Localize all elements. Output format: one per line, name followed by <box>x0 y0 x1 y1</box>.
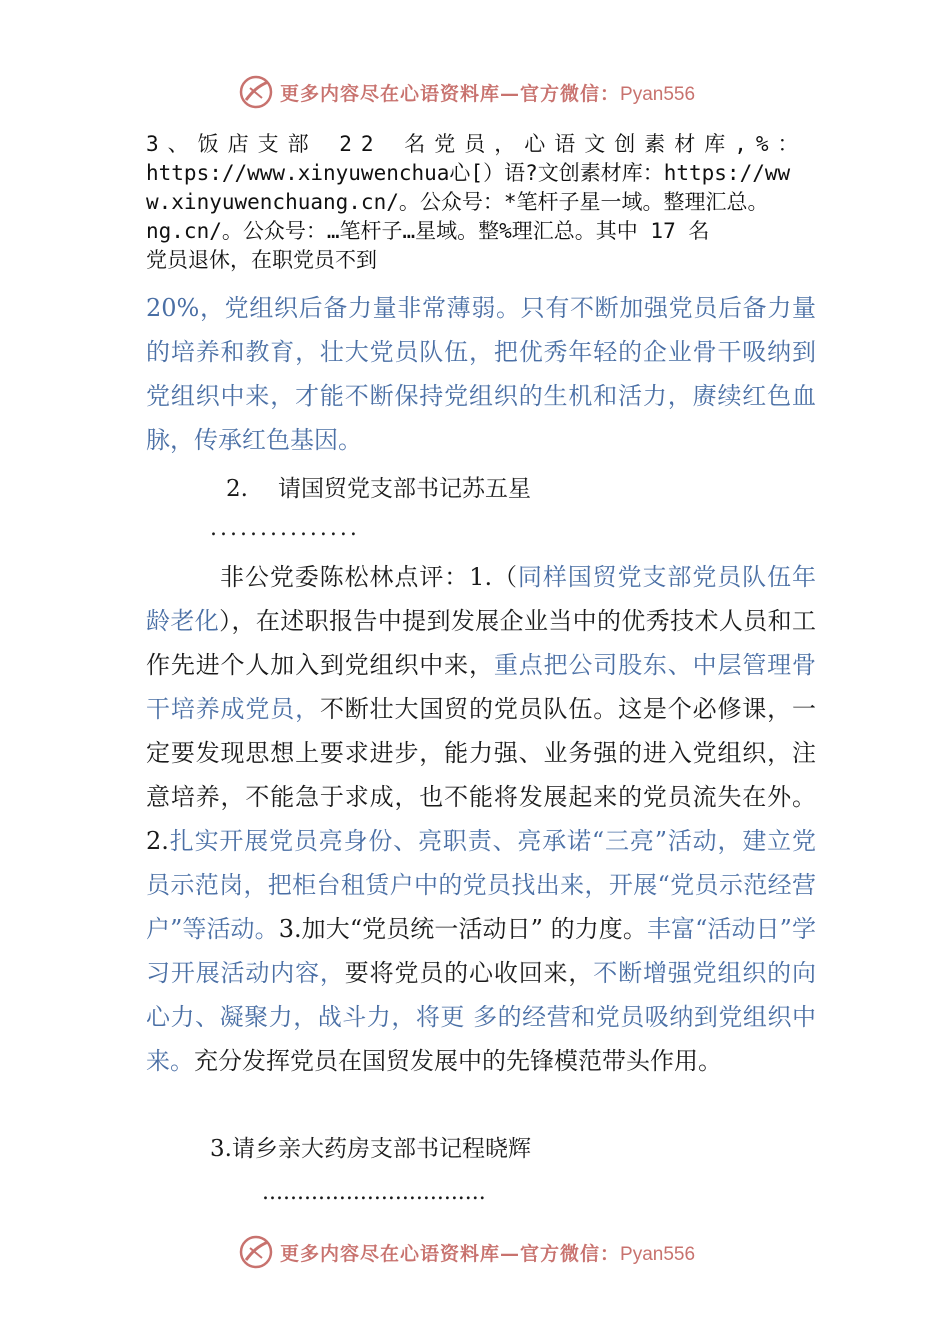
paragraph-text: 20%，党组织后备力量非常薄弱。只有不断加强党员后备力量的培养和教育，壮大党员队伍，把优秀年轻的企业骨干吸纳到党组织中来，才能不断保持党组织的生机和活力，赓续红色血脉，传承红色基因。 <box>146 294 816 454</box>
banner-text: 更多内容尽在心语资料库—官方微信：Pyan556 <box>280 82 696 105</box>
item-number: 2. <box>226 476 248 502</box>
brand-logo-icon <box>238 1234 274 1270</box>
text-line: w.xinyuwenchuang.cn/。公众号：*笔杆子星一域。整理汇总。 <box>146 190 769 214</box>
comment-text: 非公党委陈松林点评：1.（同样国贸党支部党员队伍年龄老化），在述职报告中提到发展企业当中的优秀技术人员和工作先进个人加入到党组织中来，重点把公司股东、中层管理骨干培养成党员，不断壮大国贸的党员队伍。这是个必修课，一定要发现思想上要求进步，能力强、业务强的进入党组织，注意培养，不能急于求成，也不能将发展起来的党员流失在外。2.扎实开展党员亮身份、亮职责、亮承诺“三亮”活动，建立党员示范岗，把柜台租赁户中的党员找出来，开展“党员示范经营户”等活动。3.加大“党员统一活动日” 的力度。丰富“活动日”学习开展活动内容，要将党员的心收回来，不断增强党组织的向心力、凝聚力，战斗力，将更 多的经营和党员吸纳到党组织中来。充分发挥党员在国贸发展中的先锋模范带头作用。 <box>146 563 817 1075</box>
ellipsis-dots: ............... <box>210 516 360 541</box>
brand-logo-icon <box>238 74 274 110</box>
item-3-heading: 3.请乡亲大药房支部书记程晓辉 <box>210 1136 531 1162</box>
footer-banner <box>238 1232 695 1272</box>
text-line: 党员退休，在职党员不到 <box>146 248 377 272</box>
item-2-heading <box>226 470 531 503</box>
paragraph-reserve-strength <box>146 286 816 462</box>
text-line: 3、饭店支部 22 名党员，心语文创素材库,%： <box>146 132 808 156</box>
text-line: ng.cn/。公众号：…笔杆子…星域。整%理汇总。其中 17 名 <box>146 219 710 243</box>
header-banner <box>238 72 695 112</box>
garbled-text-block <box>146 130 846 275</box>
ellipsis-dots: ................................ <box>262 1180 486 1205</box>
item-title: 请国贸党支部书记苏五星 <box>277 476 531 502</box>
text-line: https://www.xinyuwenchua心[）语?文创素材库：https://ww <box>146 161 791 185</box>
comment-paragraph <box>146 555 816 1083</box>
banner-text: 更多内容尽在心语资料库—官方微信：Pyan556 <box>280 1242 696 1265</box>
